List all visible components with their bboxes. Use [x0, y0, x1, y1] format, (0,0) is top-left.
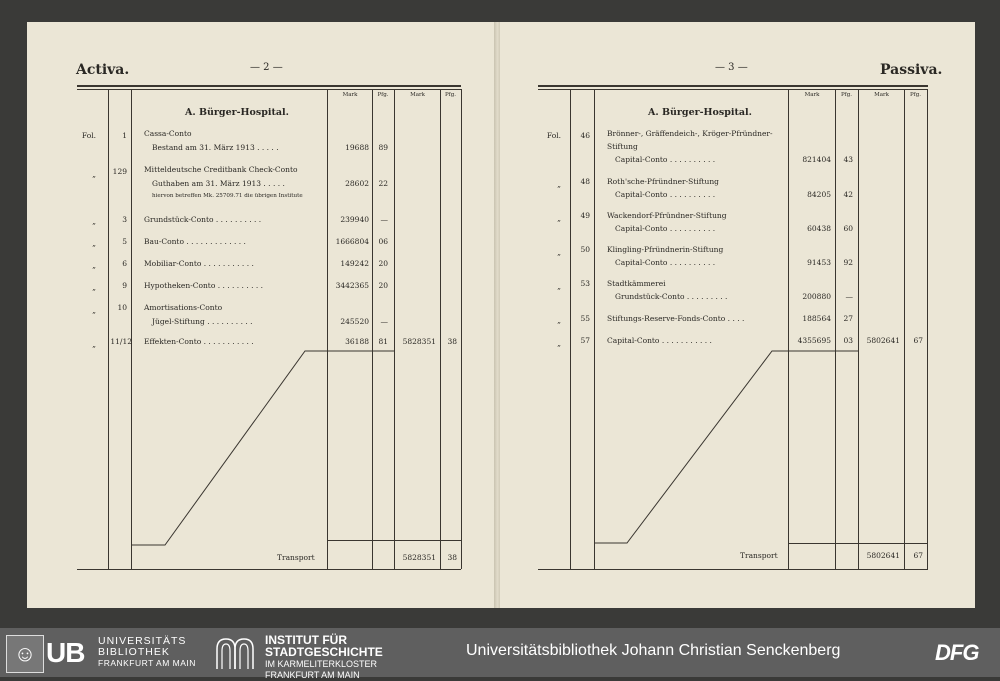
amount-mark: 245520 — [340, 317, 369, 326]
portrait-logo-icon: ☺ — [6, 635, 44, 673]
amount-pfg: 43 — [843, 155, 853, 164]
amount-mark: 200880 — [802, 292, 831, 301]
fol-number: 9 — [122, 281, 127, 290]
entry-description: Capital-Conto . . . . . . . . . . . — [607, 336, 712, 345]
entry-description: Bestand am 31. März 1913 . . . . . — [152, 143, 279, 152]
arches-logo-icon — [214, 635, 256, 671]
entry-description: Klingling-Pfründnerin-Stiftung — [607, 245, 724, 254]
fol-label: Fol. — [81, 131, 96, 140]
fol-number: 46 — [580, 131, 590, 140]
transport-mark: 5828351 — [402, 553, 436, 562]
fol-number: 6 — [122, 259, 127, 268]
col-header-pfg: Pfg. — [377, 92, 389, 98]
entry-description: Hypotheken-Conto . . . . . . . . . . — [144, 281, 264, 290]
col-header-mark-total: Mark — [874, 92, 889, 98]
entry-note: hiervon betreffen Mk. 25709.71 die übrigen Institute — [152, 193, 303, 199]
inst-line3: IM KARMELITERKLOSTER — [265, 659, 378, 669]
total-mark: 5802641 — [866, 336, 900, 345]
ub-line2: BIBLIOTHEK — [98, 646, 170, 658]
amount-pfg: 20 — [378, 281, 388, 290]
fol-number: 57 — [580, 336, 590, 345]
amount-pfg: 81 — [378, 337, 388, 346]
fol-label: „ — [557, 339, 561, 348]
entry-description: Stiftungs-Reserve-Fonds-Conto . . . . — [607, 314, 745, 323]
inst-line4: FRANKFURT AM MAIN — [265, 670, 360, 680]
amount-mark: 19688 — [345, 143, 369, 152]
cancel-diagonal — [500, 22, 975, 608]
amount-pfg: 20 — [378, 259, 388, 268]
cancel-diagonal — [27, 22, 495, 608]
transport-label: Transport — [277, 553, 315, 562]
institute-text — [265, 635, 383, 681]
entry-description: Amortisations-Conto — [144, 303, 223, 312]
entry-description: Roth'sche-Pfründner-Stiftung — [607, 177, 719, 186]
page-title-activa: Activa. — [76, 62, 130, 78]
right-page — [500, 22, 975, 608]
amount-mark: 188564 — [802, 314, 831, 323]
page-number-left: — 2 — — [250, 62, 283, 73]
fol-label: „ — [92, 340, 96, 349]
fol-label: „ — [92, 217, 96, 226]
ub-line1: UNIVERSITÄTS — [98, 635, 187, 647]
fol-number: 1 — [122, 131, 127, 140]
amount-pfg: — — [380, 215, 388, 224]
fol-number: 11/12 — [110, 337, 132, 346]
amount-pfg: 92 — [843, 258, 853, 267]
col-header-mark: Mark — [804, 92, 820, 98]
col-header-mark-total: Mark — [410, 92, 425, 98]
library-name: Universitätsbibliothek Johann Christian Senckenberg — [466, 642, 841, 659]
total-pfg: 38 — [447, 337, 457, 346]
entry-description: Jügel-Stiftung . . . . . . . . . . — [152, 317, 253, 326]
fol-label: „ — [92, 261, 96, 270]
entry-description: Stadtkämmerei — [607, 279, 666, 288]
amount-mark: 1666804 — [335, 237, 369, 246]
fol-number: 10 — [117, 303, 127, 312]
fol-number: 48 — [580, 177, 590, 186]
fol-label: „ — [92, 239, 96, 248]
total-pfg: 67 — [913, 336, 923, 345]
dfg-logo: DFG — [935, 640, 979, 665]
section-title: A. Bürger-Hospital. — [185, 107, 289, 118]
fol-label: „ — [557, 316, 561, 325]
fol-label: „ — [92, 306, 96, 315]
amount-mark: 239940 — [340, 215, 369, 224]
entry-description: Grundstück-Conto . . . . . . . . . . — [144, 215, 262, 224]
amount-mark: 84205 — [807, 190, 831, 199]
fol-label: „ — [557, 214, 561, 223]
fol-number: 55 — [580, 314, 590, 323]
fol-label: Fol. — [546, 131, 561, 140]
amount-mark: 149242 — [340, 259, 369, 268]
entry-description: Effekten-Conto . . . . . . . . . . . — [144, 337, 254, 346]
page-title-passiva: Passiva. — [880, 62, 943, 78]
sum-rule — [788, 543, 927, 544]
transport-pfg: 67 — [913, 551, 923, 560]
transport-pfg: 38 — [447, 553, 457, 562]
amount-mark: 821404 — [802, 155, 831, 164]
ub-line3: FRANKFURT AM MAIN — [98, 658, 196, 668]
fol-label: „ — [557, 282, 561, 291]
bottom-rule — [538, 569, 928, 570]
amount-mark: 3442365 — [335, 281, 369, 290]
amount-mark: 91453 — [807, 258, 831, 267]
fol-number: 53 — [580, 279, 590, 288]
entry-description: Guthaben am 31. März 1913 . . . . . — [152, 179, 285, 188]
sum-rule — [327, 540, 461, 541]
amount-pfg: 42 — [843, 190, 853, 199]
amount-pfg: 22 — [378, 179, 388, 188]
entry-description: Capital-Conto . . . . . . . . . . — [615, 190, 716, 199]
ub-lines — [98, 636, 196, 669]
footer-bar — [0, 628, 1000, 680]
fol-label: „ — [557, 180, 561, 189]
entry-description: Mobiliar-Conto . . . . . . . . . . . — [144, 259, 254, 268]
inst-line1: INSTITUT FÜR — [265, 633, 347, 647]
amount-mark: 36188 — [345, 337, 369, 346]
fol-number: 129 — [112, 167, 127, 176]
entry-description: Brönner-, Gräffendeich-, Kröger-Pfründner- — [607, 129, 773, 138]
entry-description: Stiftung — [607, 142, 638, 151]
col-header-pfg-total: Pfg. — [909, 92, 921, 98]
col-header-pfg-total: Pfg. — [444, 92, 456, 98]
ub-short: UB — [46, 637, 85, 668]
amount-mark: 4355695 — [797, 336, 831, 345]
amount-pfg: — — [380, 317, 388, 326]
fol-number: 5 — [122, 237, 127, 246]
entry-description: Grundstück-Conto . . . . . . . . . — [615, 292, 728, 301]
entry-description: Capital-Conto . . . . . . . . . . — [615, 224, 716, 233]
amount-mark: 28602 — [345, 179, 369, 188]
page-number-right: — 3 — — [715, 62, 748, 73]
inst-line2: STADTGESCHICHTE — [265, 645, 383, 659]
fol-label: „ — [92, 283, 96, 292]
left-page — [27, 22, 495, 608]
fol-number: 50 — [580, 245, 590, 254]
entry-description: Cassa-Conto — [144, 129, 192, 138]
bottom-rule — [77, 569, 461, 570]
amount-pfg: 06 — [378, 237, 388, 246]
amount-pfg: 27 — [843, 314, 853, 323]
entry-description: Bau-Conto . . . . . . . . . . . . . — [144, 237, 246, 246]
amount-pfg: 60 — [843, 224, 853, 233]
fol-number: 49 — [580, 211, 590, 220]
amount-pfg: 89 — [378, 143, 388, 152]
col-header-pfg: Pfg. — [840, 92, 852, 98]
amount-mark: 60438 — [807, 224, 831, 233]
entry-description: Mitteldeutsche Creditbank Check-Conto — [144, 165, 298, 174]
transport-label: Transport — [740, 551, 778, 560]
col-header-mark: Mark — [342, 92, 358, 98]
total-mark: 5828351 — [402, 337, 436, 346]
amount-pfg: — — [845, 292, 853, 301]
transport-mark: 5802641 — [866, 551, 900, 560]
entry-description: Capital-Conto . . . . . . . . . . — [615, 155, 716, 164]
entry-description: Capital-Conto . . . . . . . . . . — [615, 258, 716, 267]
entry-description: Wackendorf-Pfründner-Stiftung — [607, 211, 727, 220]
amount-pfg: 03 — [843, 336, 853, 345]
section-title: A. Bürger-Hospital. — [648, 107, 752, 118]
fol-label: „ — [92, 170, 96, 179]
fol-label: „ — [557, 248, 561, 257]
fol-number: 3 — [122, 215, 127, 224]
